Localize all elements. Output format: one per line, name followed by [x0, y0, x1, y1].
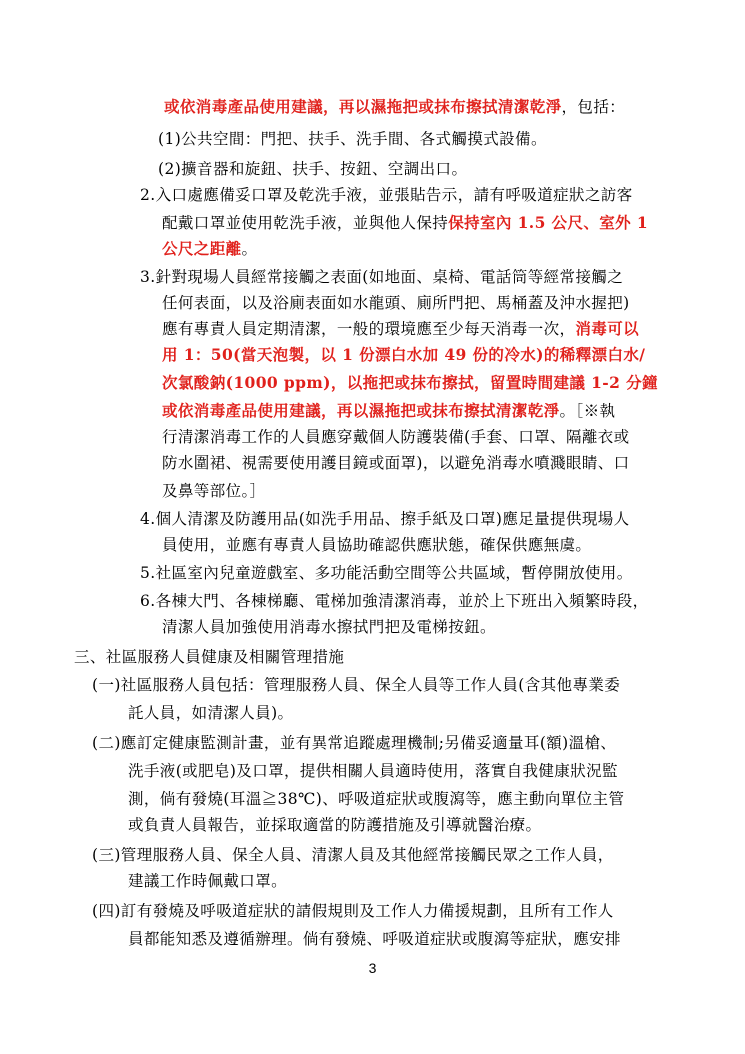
highlighted-text: 次氯酸鈉(1000 ppm)，以拖把或抹布擦拭，留置時間建議 1-2 分鐘 [162, 373, 658, 392]
text-segment: (2)擴音器和旋鈕、扶手、按鈕、空調出口。 [158, 160, 468, 178]
text-line [128, 788, 624, 810]
text-segment: 4.個人清潔及防護用品(如洗手用品、擦手紙及口罩)應足量提供現場人 [140, 510, 630, 528]
text-segment: 清潔人員加強使用消毒水擦拭門把及電梯按鈕。 [162, 618, 496, 636]
text-line [162, 452, 630, 474]
text-segment: 行清潔消毒工作的人員應穿戴個人防護裝備(手套、口罩、隔離衣或 [162, 428, 630, 446]
highlighted-text: 或依消毒產品使用建議，再以濕拖把或抹布擦拭清潔乾淨 [164, 97, 562, 116]
text-segment: 。 [241, 240, 258, 258]
text-segment: 5.社區室內兒童遊戲室、多功能活動空間等公共區域，暫停開放使用。 [140, 564, 633, 582]
text-segment: (四)訂有發燒及呼吸道症狀的請假規則及工作人力備援規劃，且所有工作人 [92, 902, 614, 920]
text-segment: 洗手液(或肥皂)及口罩，提供相關人員適時使用，落實自我健康狀況監 [128, 762, 618, 780]
text-line [128, 870, 287, 892]
text-line [162, 318, 639, 340]
text-line [140, 590, 649, 612]
text-line [162, 426, 630, 448]
text-line [92, 844, 614, 866]
text-line [140, 508, 630, 530]
highlighted-text: 用 1：50(當天泡製，以 1 份漂白水加 49 份的冷水)的稀釋漂白水/ [162, 345, 646, 364]
text-line [162, 292, 630, 314]
text-segment: 防水圍裙、視需要使用護目鏡或面罩)，以避免消毒水噴濺眼睛、口 [162, 454, 630, 472]
text-segment: 員都能知悉及遵循辦理。倘有發燒、呼吸道症狀或腹瀉等症狀，應安排 [128, 930, 621, 948]
text-segment: 建議工作時佩戴口罩。 [128, 872, 288, 890]
text-line [92, 674, 620, 696]
text-line [140, 562, 633, 584]
text-line [140, 184, 633, 206]
text-line [162, 534, 591, 556]
text-segment: (一)社區服務人員包括：管理服務人員、保全人員等工作人員(含其他專業委 [92, 676, 621, 694]
text-segment: 3.針對現場人員經常接觸之表面(如地面、桌椅、電話筒等經常接觸之 [140, 268, 624, 286]
text-line [158, 158, 467, 180]
text-segment: 三、社區服務人員健康及相關管理措施 [74, 648, 345, 666]
text-line [128, 702, 293, 724]
text-line [158, 128, 547, 150]
text-segment: 任何表面，以及浴廁表面如水龍頭、廁所門把、馬桶蓋及沖水握把) [162, 294, 630, 312]
text-segment: 測，倘有發燒(耳溫≧38℃)、呼吸道症狀或腹瀉等，應主動向單位主管 [128, 790, 625, 808]
highlighted-text: 公尺之距離 [162, 239, 242, 258]
text-line [162, 212, 648, 234]
text-segment: (1)公共空間：門把、扶手、洗手間、各式觸摸式設備。 [158, 130, 547, 148]
text-line [162, 372, 658, 394]
text-segment: 或負責人員報告，並採取適當的防護措施及引導就醫治療。 [128, 816, 542, 834]
text-segment: (三)管理服務人員、保全人員、清潔人員及其他經常接觸民眾之工作人員， [92, 846, 614, 864]
text-line [140, 266, 623, 288]
text-line [92, 900, 614, 922]
text-line [128, 928, 621, 950]
text-segment: 6.各棟大門、各棟梯廳、電梯加強清潔消毒，並於上下班出入頻繁時段， [140, 592, 649, 610]
text-segment: 託人員，如清潔人員)。 [128, 704, 294, 722]
text-line [164, 96, 625, 118]
page-number: 3 [368, 960, 377, 976]
text-line [162, 480, 266, 502]
text-line [74, 646, 344, 668]
text-segment: 員使用，並應有專責人員協助確認供應狀態，確保供應無虞。 [162, 536, 592, 554]
text-segment: 應有專責人員定期清潔，一般的環境應至少每天消毒一次， [162, 320, 576, 338]
text-line [162, 238, 257, 260]
text-line [162, 616, 496, 638]
text-segment: 2.入口處應備妥口罩及乾洗手液，並張貼告示，請有呼吸道症狀之訪客 [140, 186, 633, 204]
text-line [92, 732, 616, 754]
highlighted-text: 保持室內 1.5 公尺、室外 1 [448, 213, 649, 232]
text-line [162, 400, 615, 422]
text-segment: ，包括： [561, 98, 626, 116]
text-line [162, 344, 645, 366]
text-line [128, 760, 618, 782]
highlighted-text: 或依消毒產品使用建議，再以濕拖把或抹布擦拭清潔乾淨 [162, 401, 560, 420]
text-line [128, 814, 541, 836]
highlighted-text: 消毒可以 [575, 319, 640, 338]
text-segment: (二)應訂定健康監測計畫，並有異常追蹤處理機制;另備妥適量耳(額)溫槍、 [92, 734, 617, 752]
text-segment: 配戴口罩並使用乾洗手液，並與他人保持 [162, 214, 449, 232]
text-segment: 。［※執 [559, 402, 616, 420]
text-segment: 及鼻等部位。］ [162, 482, 266, 500]
